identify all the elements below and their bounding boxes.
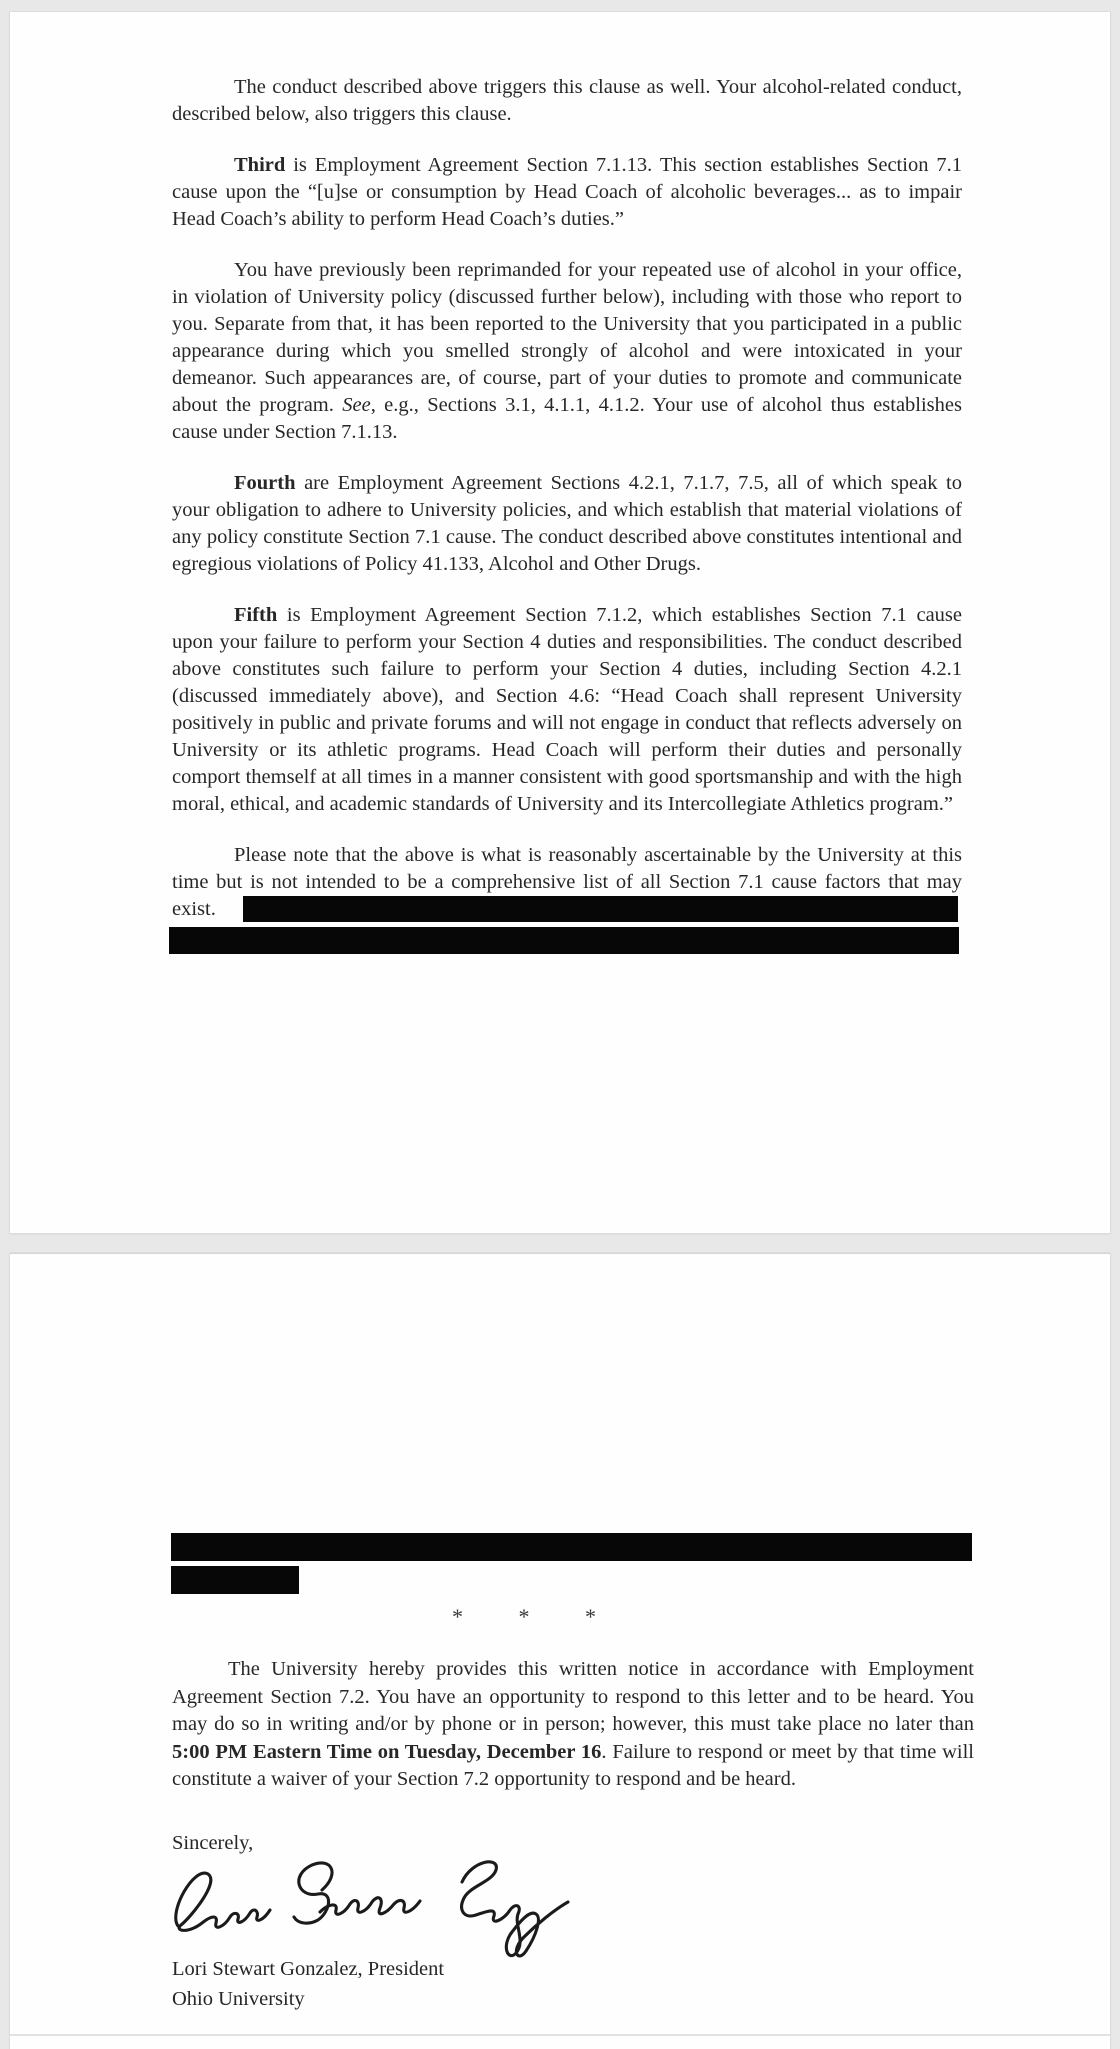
section-separator-asterisks: * * *	[452, 1604, 598, 1629]
letter-paragraph-response-notice: The University hereby provides this written notice in accordance with Employment Agreement Section 7.2. You have an opportunity to respond to this letter and to be heard. You may do so in writing and/or by phone or in person; however, this must take place no later than 5:00 PM Eastern Time on Tuesday, December 16. Failure to respond or meet by that time will constitute a waiver of your Section 7.2 opportunity to respond and be heard.	[172, 1658, 974, 1790]
signature-strokes	[166, 1852, 576, 1964]
letter-paragraph-fourth-clause: Fourth are Employment Agreement Sections 4.2.1, 7.1.7, 7.5, all of which speak to your obligation to adhere to University policies, and which establish that material violations of any policy constitute Section 7.1 cause. The conduct described above constitutes intentional and egregious violations of Policy 41.133, Alcohol and Other Drugs.	[172, 472, 962, 575]
letter-page-1	[10, 12, 1110, 1233]
scan-artifact-line	[10, 2034, 1110, 2036]
signer-name-title: Lori Stewart Gonzalez, President	[172, 1958, 445, 1980]
letter-paragraph-fifth-clause: Fifth is Employment Agreement Section 7.1.2, which establishes Section 7.1 cause upon your failure to perform your Section 4 duties and responsibilities. The conduct described above constitutes such failure to perform your Section 4 duties, including Section 4.2.1 (discussed immediately above), and Section 4.6: “Head Coach shall represent University positively in public and private forums and will not engage in conduct that reflects adversely on University or its athletic programs. Head Coach will perform their duties and personally comport themself at all times in a manner consistent with good sportsmanship and with the high moral, ethical, and academic standards of University and its Intercollegiate Athletics program.”	[172, 604, 962, 815]
redaction-bar	[171, 1533, 972, 1561]
letter-paragraph-third-clause: Third is Employment Agreement Section 7.1.13. This section establishes Section 7.1 cause upon the “[u]se or consumption by Head Coach of alcoholic beverages... as to impair Head Coach’s ability to perform Head Coach’s duties.”	[172, 154, 962, 230]
letter-paragraph: The conduct described above triggers this clause as well. Your alcohol-related conduct, described below, also triggers this clause.	[172, 76, 962, 125]
valediction: Sincerely,	[172, 1832, 254, 1854]
handwritten-signature	[166, 1852, 576, 1964]
redaction-bar	[171, 1566, 299, 1594]
signer-organization: Ohio University	[172, 1988, 305, 2010]
letter-paragraph-alcohol-reprimand: You have previously been reprimanded for your repeated use of alcohol in your office, in violation of University policy (discussed further below), including with those who report to you. Separate from that, it has been reported to the University that you participated in a public appearance during which you smelled strongly of alcohol and were intoxicated in your demeanor. Such appearances are, of course, part of your duties to promote and communicate about the program. See, e.g., Sections 3.1, 4.1.1, 4.1.2. Your use of alcohol thus establishes cause under Section 7.1.13.	[172, 259, 962, 443]
letter-paragraph-please-note: Please note that the above is what is reasonably ascertainable by the University at this time but is not intended to be a comprehensive list of all Section 7.1 cause factors that may exist.	[172, 844, 962, 920]
redaction-bar	[243, 896, 958, 922]
page1-text-column	[172, 74, 962, 947]
letter-page-2	[10, 1253, 1110, 2049]
closing-paragraph-block	[172, 1656, 974, 1794]
redaction-bar	[169, 927, 959, 954]
